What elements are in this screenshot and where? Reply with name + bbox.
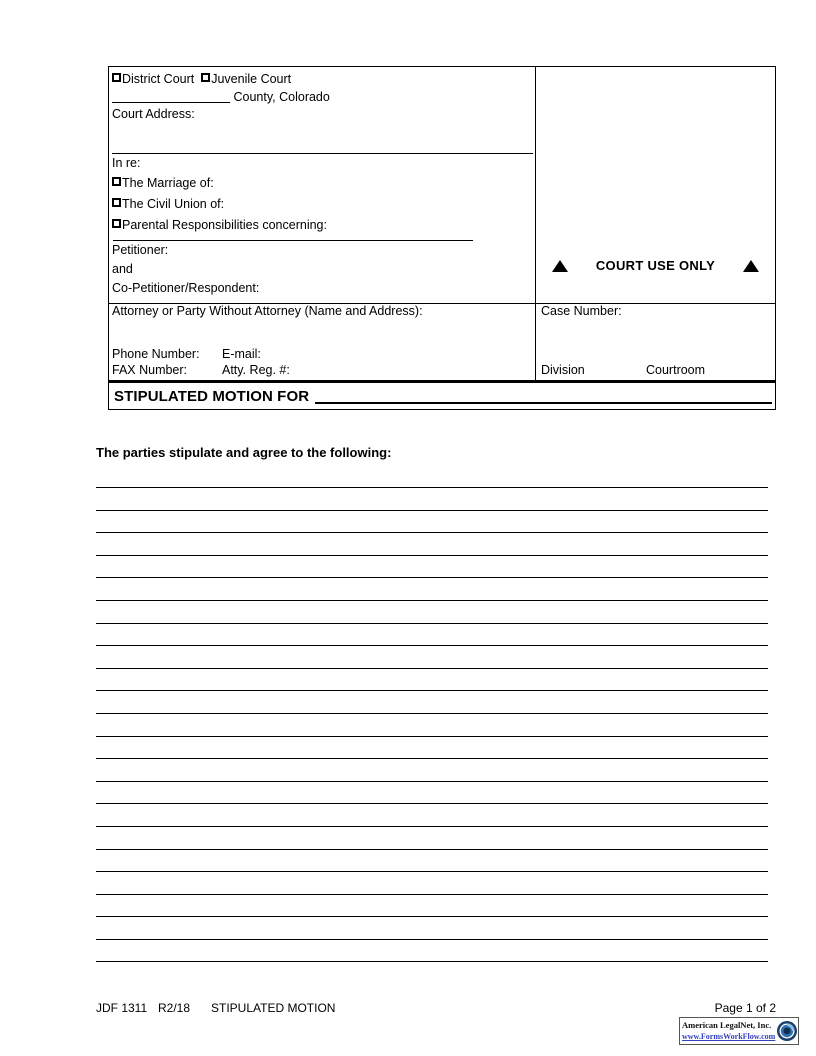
division-label: Division [541,363,585,377]
division-courtroom-row [541,362,705,378]
american-legalnet-stamp [679,1017,799,1045]
write-in-line[interactable] [96,849,768,850]
stamp-company-name: American LegalNet, Inc. [682,1020,772,1030]
fax-attyreg-row [112,362,538,378]
case-caption-block [108,66,776,304]
write-in-line[interactable] [96,555,768,556]
court-use-only-row [536,258,775,273]
and-label: and [112,262,133,276]
petitioner-label: Petitioner: [112,243,169,257]
write-in-line[interactable] [96,510,768,511]
in-re-label: In re: [112,156,141,170]
write-in-line[interactable] [96,961,768,962]
write-in-line[interactable] [96,939,768,940]
write-in-line[interactable] [96,736,768,737]
write-in-line[interactable] [96,668,768,669]
in-re-civil-union-row [109,193,535,214]
triangle-left-icon [552,260,568,272]
case-number-cell [536,301,775,380]
form-name: STIPULATED MOTION [211,1001,336,1015]
page-title: STIPULATED MOTION FOR [114,387,310,405]
write-in-line[interactable] [96,645,768,646]
write-in-line[interactable] [96,487,768,488]
stamp-website-link[interactable]: www.FormsWorkFlow.com [682,1032,776,1041]
court-use-only-box [536,67,775,303]
triangle-right-icon [743,260,759,272]
checkbox-district-court[interactable] [112,73,121,82]
court-type-row [109,67,535,88]
caption-left-column [109,67,536,303]
checkbox-civil-union-of[interactable] [112,198,121,207]
attorney-case-block [108,301,776,381]
phone-email-row [112,346,538,362]
court-address-label: Court Address: [112,107,195,121]
write-in-line[interactable] [96,690,768,691]
write-in-line[interactable] [96,532,768,533]
marriage-of-label: The Marriage of: [122,176,214,190]
page-footer [96,1001,776,1015]
write-in-line[interactable] [96,871,768,872]
motion-subject-blank-field[interactable] [315,389,772,404]
civil-union-of-label: The Civil Union of: [122,197,225,211]
phone-number-label: Phone Number: [112,347,200,361]
write-in-line[interactable] [96,577,768,578]
in-re-marriage-row [109,172,535,193]
stipulation-intro-text: The parties stipulate and agree to the following: [96,445,392,460]
write-in-line[interactable] [96,826,768,827]
juvenile-court-label: Juvenile Court [211,72,292,86]
in-re-parental-responsibilities-row [109,214,535,235]
write-in-line[interactable] [96,600,768,601]
page-indicator: Page 1 of 2 [714,1001,776,1015]
write-in-line[interactable] [96,781,768,782]
atty-reg-label: Atty. Reg. #: [222,363,290,377]
checkbox-marriage-of[interactable] [112,177,121,186]
checkbox-parental-responsibilities[interactable] [112,219,121,228]
county-row [109,88,535,106]
write-in-line[interactable] [96,623,768,624]
co-petitioner-respondent-label: Co-Petitioner/Respondent: [112,281,260,295]
courtroom-label: Courtroom [646,363,706,377]
fax-number-label: FAX Number: [112,363,188,377]
write-in-line[interactable] [96,758,768,759]
attorney-contact-group [112,346,538,378]
write-in-lines-area [96,487,768,984]
attorney-title-label: Attorney or Party Without Attorney (Name and Address): [112,304,423,318]
form-number: JDF 1311 [96,1001,148,1015]
stamp-text-group [682,1020,775,1042]
form-revision: R2/18 [158,1001,191,1015]
parental-responsibilities-label: Parental Responsibilities concerning: [122,218,327,232]
county-state-label: County, Colorado [233,90,330,104]
write-in-line[interactable] [96,894,768,895]
write-in-line[interactable] [96,713,768,714]
write-in-line[interactable] [96,803,768,804]
district-court-label: District Court [122,72,195,86]
case-number-label: Case Number: [541,304,622,318]
court-use-only-label: COURT USE ONLY [595,258,716,273]
write-in-line[interactable] [96,916,768,917]
checkbox-juvenile-court[interactable] [201,73,210,82]
email-label: E-mail: [222,347,261,361]
county-blank-field[interactable] [112,90,230,103]
court-address-field[interactable] [109,122,535,153]
document-title-bar [108,381,776,410]
legalnet-globe-icon [775,1019,799,1043]
attorney-info-cell [109,301,536,380]
